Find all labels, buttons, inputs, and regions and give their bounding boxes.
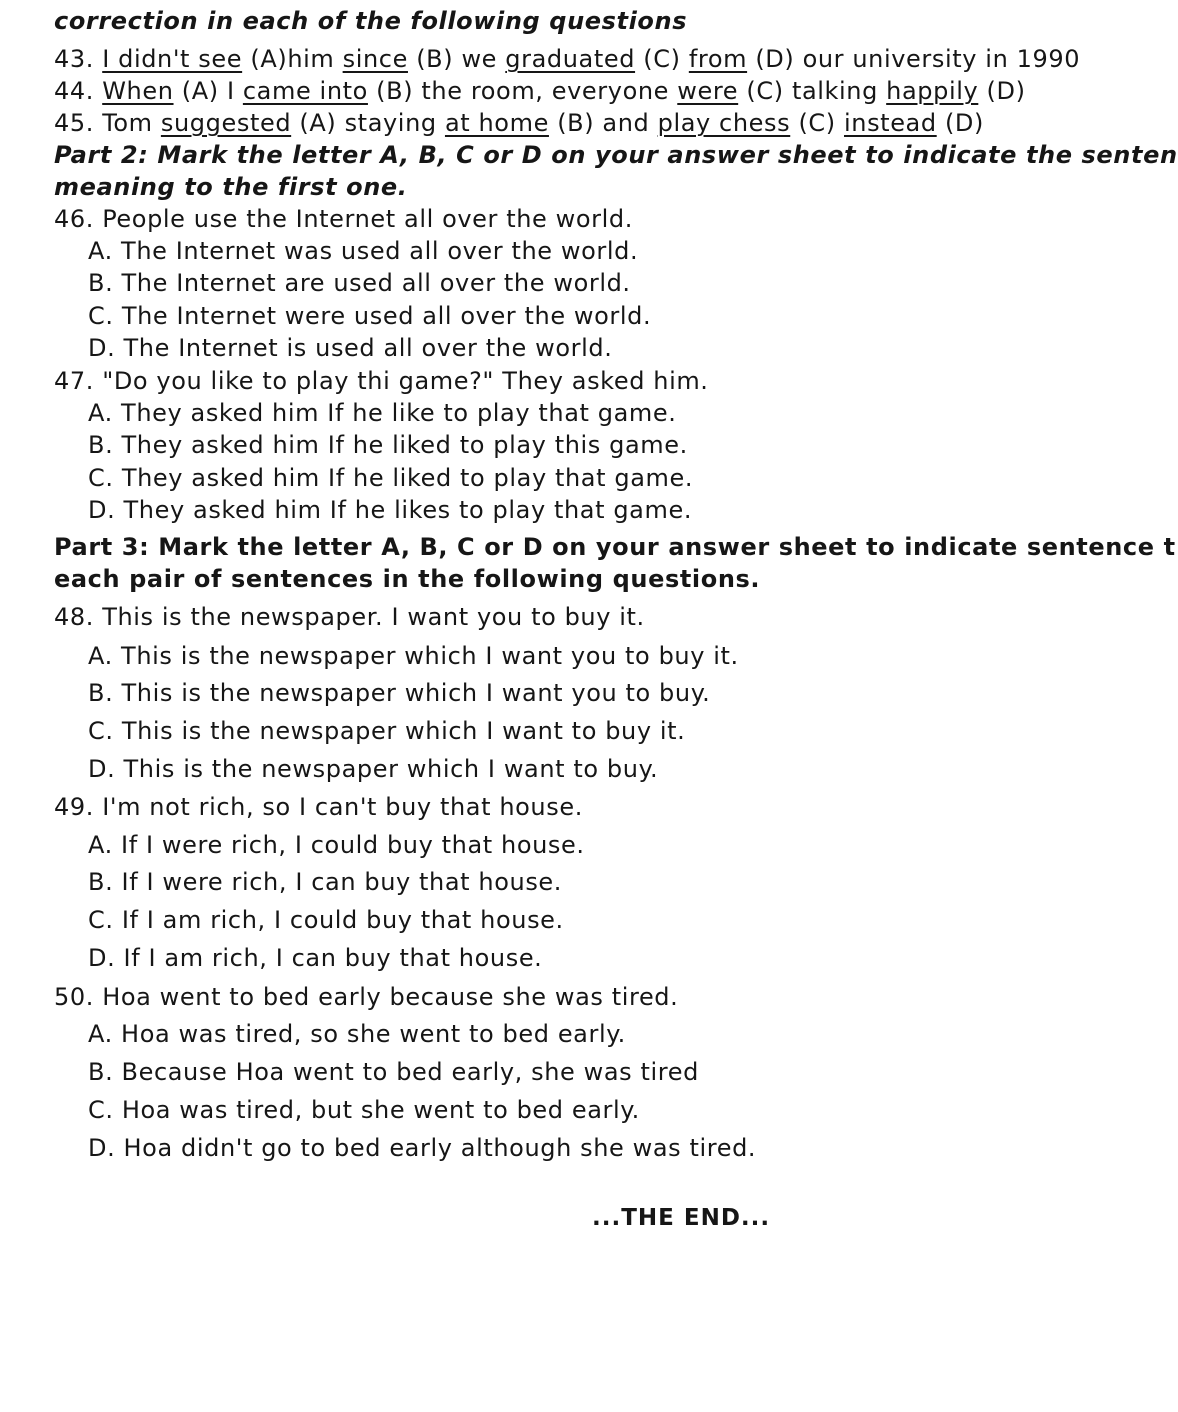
- question-48-option-b: B. This is the newspaper which I want you to buy.: [88, 679, 711, 707]
- question-46-option-a: A. The Internet was used all over the world.: [88, 237, 639, 265]
- question-49-option-a: A. If I were rich, I could buy that house.: [88, 831, 585, 859]
- question-46-option-c: C. The Internet were used all over the world.: [88, 302, 652, 330]
- question-45: 45. Tom suggested (A) staying at home (B) and play chess (C) instead (D): [54, 109, 984, 137]
- part-3-heading: Part 3: Mark the letter A, B, C or D on your answer sheet to indicate sentence t: [54, 533, 1176, 561]
- question-47-stem: 47. "Do you like to play thi game?" They asked him.: [54, 367, 709, 395]
- question-46-option-d: D. The Internet is used all over the world.: [88, 334, 613, 362]
- question-48-option-c: C. This is the newspaper which I want to buy it.: [88, 717, 686, 745]
- question-49-option-c: C. If I am rich, I could buy that house.: [88, 906, 564, 934]
- question-47-option-a: A. They asked him If he like to play that game.: [88, 399, 677, 427]
- question-48-option-a: A. This is the newspaper which I want you to buy it.: [88, 642, 739, 670]
- question-49-stem: 49. I'm not rich, so I can't buy that house.: [54, 793, 583, 821]
- question-44: 44. When (A) I came into (B) the room, everyone were (C) talking happily (D): [54, 77, 1026, 105]
- question-49-option-d: D. If I am rich, I can buy that house.: [88, 944, 543, 972]
- question-47-option-b: B. They asked him If he liked to play this game.: [88, 431, 688, 459]
- end-marker: ...THE END...: [592, 1205, 771, 1231]
- question-49-option-b: B. If I were rich, I can buy that house.: [88, 868, 563, 896]
- question-46-option-b: B. The Internet are used all over the world.: [88, 269, 631, 297]
- question-47-option-c: C. They asked him If he liked to play that game.: [88, 464, 694, 492]
- question-47-option-d: D. They asked him If he likes to play that game.: [88, 496, 693, 524]
- part-3-heading-cont: each pair of sentences in the following questions.: [54, 565, 761, 593]
- section-instruction-tail: correction in each of the following questions: [54, 7, 688, 35]
- question-50-option-a: A. Hoa was tired, so she went to bed early.: [88, 1020, 626, 1048]
- question-48-stem: 48. This is the newspaper. I want you to buy it.: [54, 603, 645, 631]
- question-50-option-c: C. Hoa was tired, but she went to bed early.: [88, 1096, 640, 1124]
- part-2-heading-cont: meaning to the first one.: [54, 173, 408, 201]
- question-50-stem: 50. Hoa went to bed early because she was tired.: [54, 983, 679, 1011]
- question-50-option-b: B. Because Hoa went to bed early, she was tired: [88, 1058, 699, 1086]
- question-48-option-d: D. This is the newspaper which I want to buy.: [88, 755, 659, 783]
- question-43: 43. I didn't see (A)him since (B) we graduated (C) from (D) our university in 1990: [54, 45, 1081, 73]
- question-46-stem: 46. People use the Internet all over the world.: [54, 205, 633, 233]
- question-50-option-d: D. Hoa didn't go to bed early although she was tired.: [88, 1134, 757, 1162]
- part-2-heading: Part 2: Mark the letter A, B, C or D on your answer sheet to indicate the senten: [54, 141, 1178, 169]
